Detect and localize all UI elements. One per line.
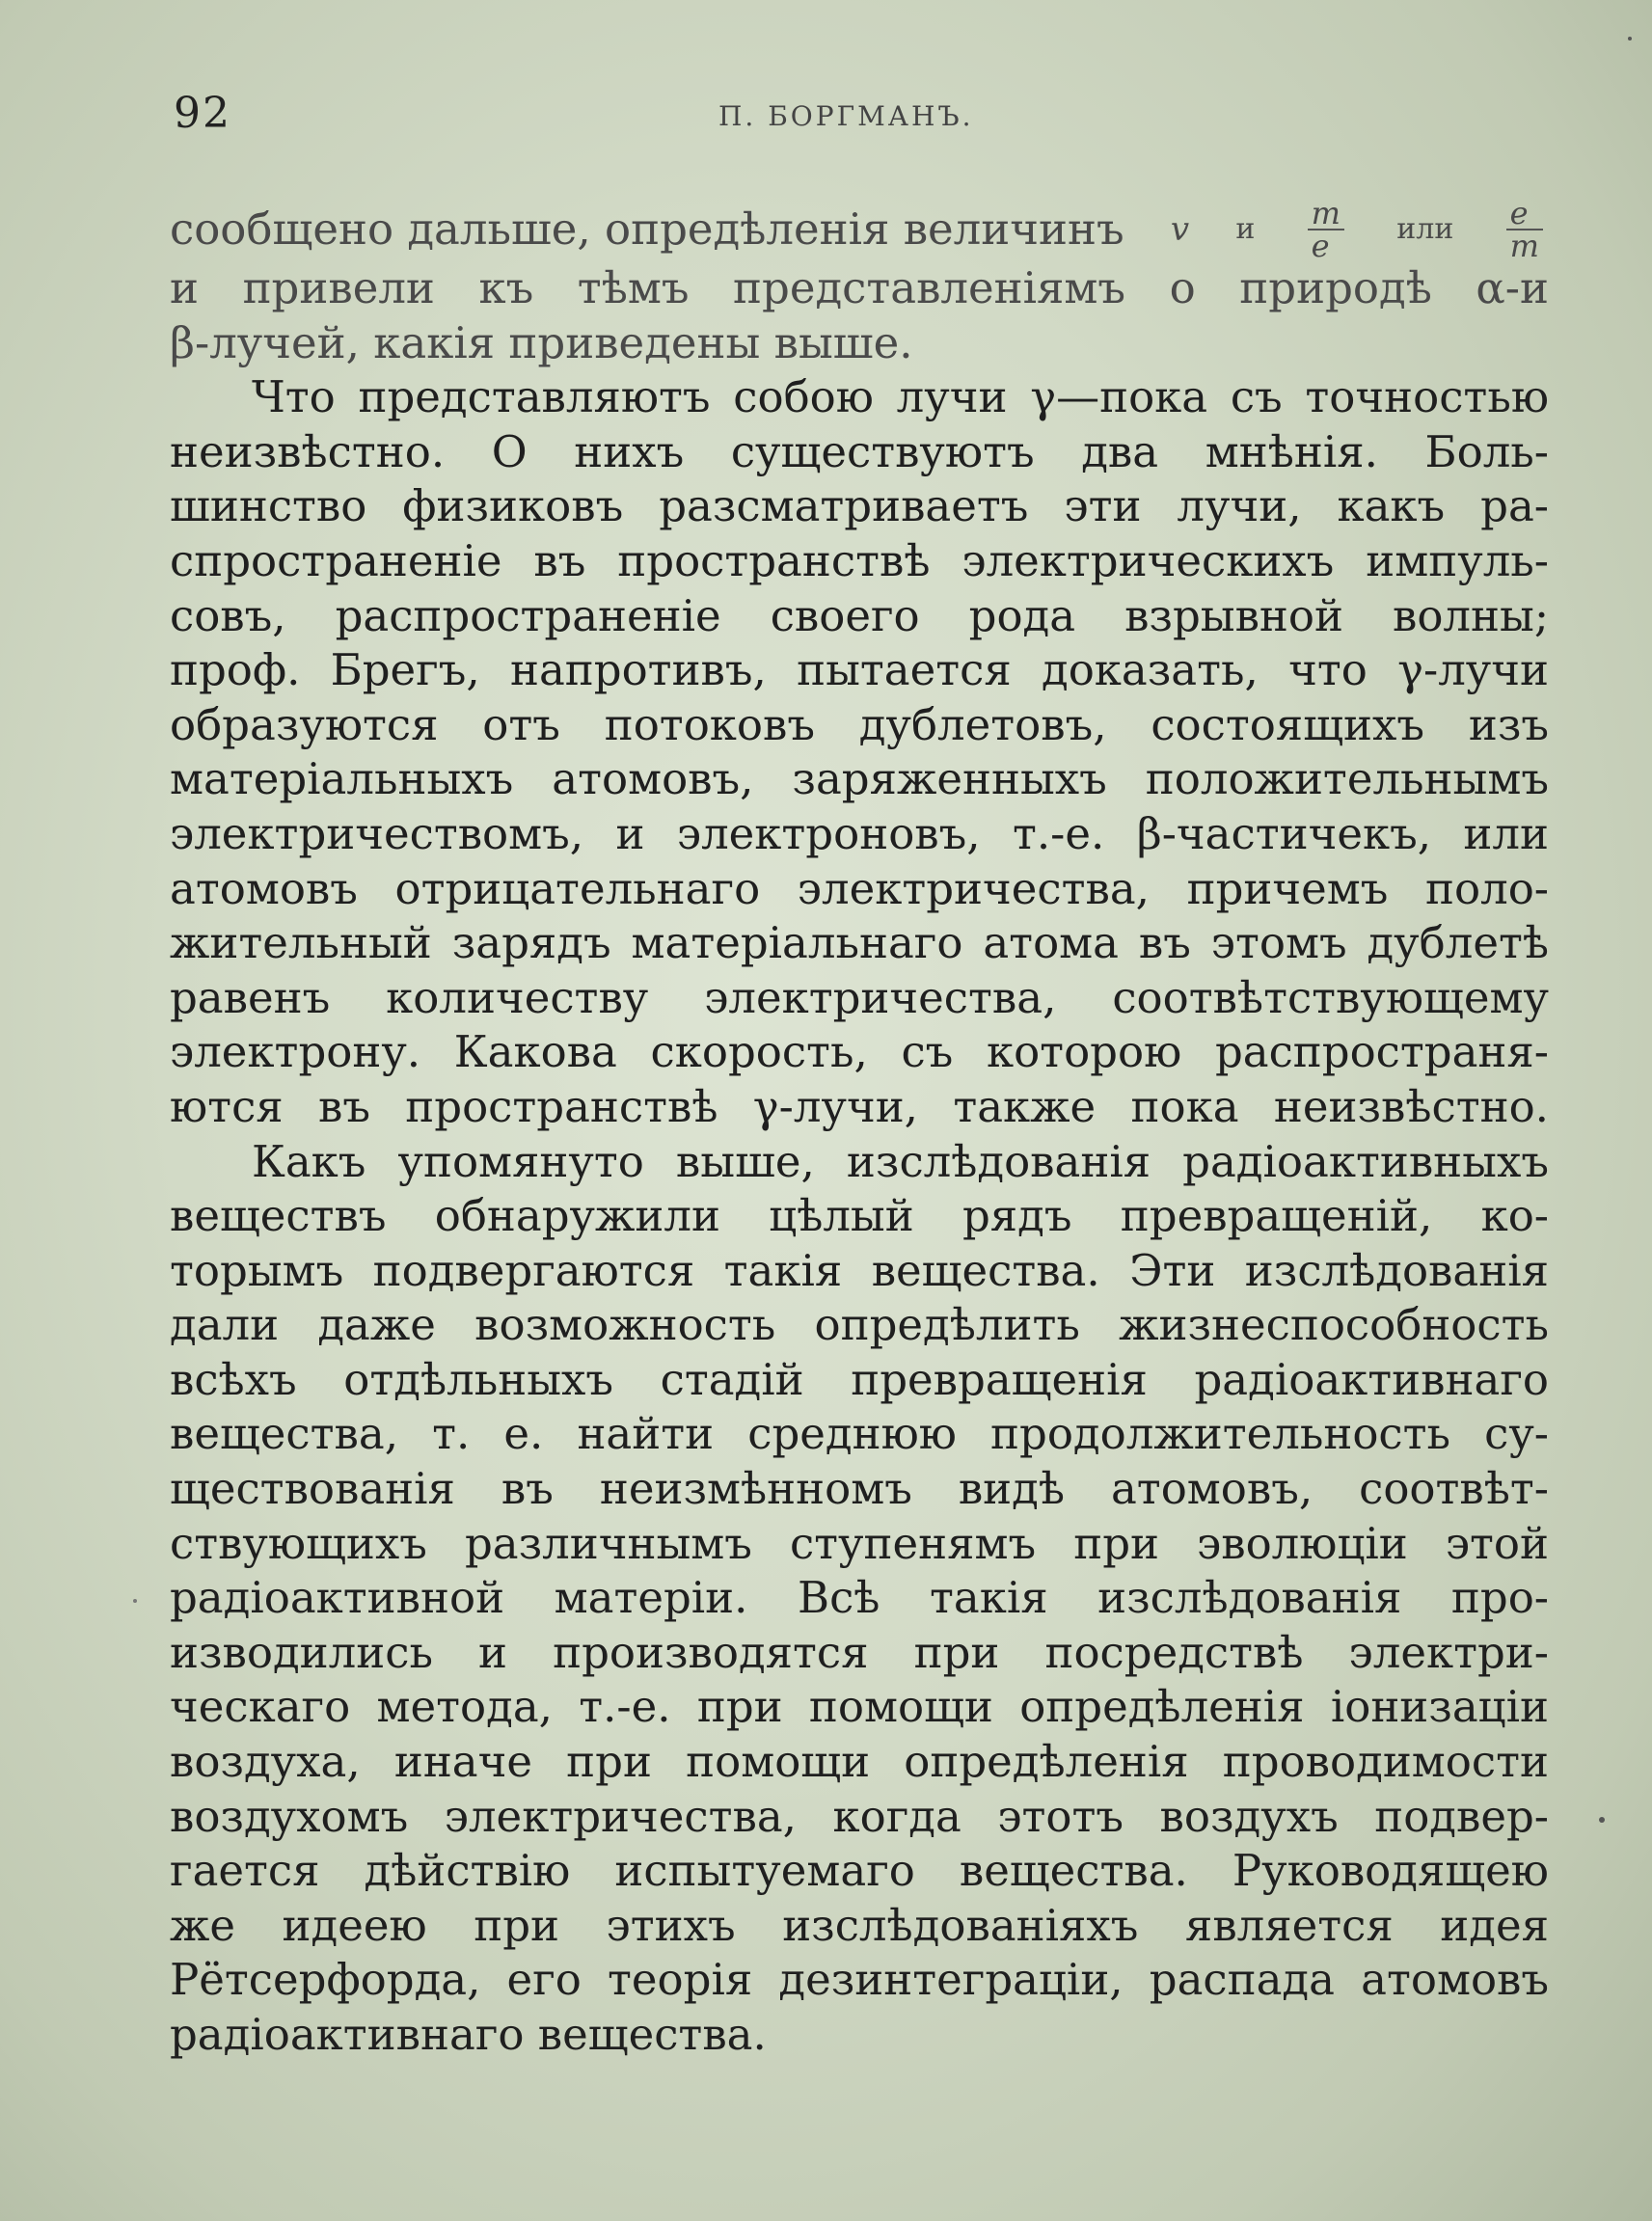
paragraph-3 [170,1135,1549,2063]
text-line: матеріальныхъ атомовъ, заряженныхъ положительнымъ [170,753,1549,805]
text-line: радіоактивнаго вещества. [170,2009,767,2060]
page-number: 92 [174,89,231,138]
text-line: торымъ подвергаются такія вещества. Эти изслѣдованія [170,1244,1549,1296]
text-line [170,198,1549,261]
word-and: и [1235,211,1256,246]
text-line: β-лучей, какія приведены выше. [170,316,913,368]
paper-speck [1628,37,1632,41]
text-line: радіоактивной матеріи. Всѣ такія изслѣдованія про- [170,1572,1549,1624]
text-line: Рётсерфорда, его теорія дезинтеграціи, распада атомовъ [170,1954,1549,2006]
paragraph-2 [170,370,1549,1134]
paper-speck [1599,1817,1605,1823]
text-line: веществъ обнаружили цѣлый рядъ превращеній, ко- [170,1190,1549,1242]
word-or: или [1396,211,1454,246]
text-line: всѣхъ отдѣльныхъ стадій превращенія радіоактивнаго [170,1353,1549,1405]
fraction-numerator: m [1308,198,1344,230]
text-line: ществованія въ неизмѣнномъ видѣ атомовъ, соотвѣт- [170,1463,1549,1515]
text-line: ческаго метода, т.-е. при помощи опредѣленія іонизаціи [170,1681,1549,1733]
text-line: гается дѣйствію испытуемаго вещества. Руководящею [170,1845,1549,1897]
fraction-e-over-m [1506,198,1543,261]
fraction-denominator: e [1311,228,1330,261]
text-line: Какъ упомянуто выше, изслѣдованія радіоактивныхъ [252,1135,1549,1187]
text-line: же идеею при этихъ изслѣдованіяхъ является идея [170,1899,1549,1951]
running-head: П. БОРГМАНЪ. [718,100,974,132]
text-line: неизвѣстно. О нихъ существуютъ два мнѣнія. Боль- [170,425,1549,477]
text-line: совъ, распространеніе своего рода взрывной волны; [170,589,1549,641]
page-header [174,89,1543,147]
text-line: дали даже возможность опредѣлить жизнеспособность [170,1299,1549,1351]
text-line: атомовъ отрицательнаго электричества, причемъ поло- [170,862,1549,914]
text-line: ются въ пространствѣ γ-лучи, также пока неизвѣстно. [170,1080,1549,1132]
text-line: изводились и производятся при посредствѣ электри- [170,1626,1549,1678]
text-line: шинство физиковъ разсматриваетъ эти лучи, какъ ра- [170,480,1549,532]
text-line: воздухомъ электричества, когда этотъ воздухъ подвер- [170,1790,1549,1842]
text-line: спространеніе въ пространствѣ электрическихъ импуль- [170,534,1549,586]
text-line: вещества, т. е. найти среднюю продолжительность су- [170,1408,1549,1460]
variable-v: v [1170,209,1190,249]
text-line: равенъ количеству электричества, соотвѣтствующему [170,971,1549,1023]
text-line: образуются отъ потоковъ дублетовъ, состоящихъ изъ [170,698,1549,750]
fraction-numerator: e [1506,198,1543,230]
paper-speck [133,1599,137,1603]
text-line: электричествомъ, и электроновъ, т.-е. β-частичекъ, или [170,807,1549,859]
body-text [170,198,1549,2063]
text-line: электрону. Какова скорость, съ которою распространя- [170,1026,1549,1078]
text-line: Что представляютъ собою лучи γ—пока съ точностью [252,371,1549,423]
text-line: ствующихъ различнымъ ступенямъ при эволюціи этой [170,1517,1549,1569]
fraction-denominator: m [1509,228,1539,261]
fraction-m-over-e [1308,198,1344,261]
text-line: воздуха, иначе при помощи опредѣленія проводимости [170,1736,1549,1788]
text-line: проф. Брегъ, напротивъ, пытается доказать, что γ-лучи [170,644,1549,696]
text-line: и привели къ тѣмъ представленіямъ о природѣ α-и [170,262,1549,313]
text-line: жительный зарядъ матеріальнаго атома въ этомъ дублетѣ [170,917,1549,969]
paragraph-1 [170,198,1549,370]
text-fragment: сообщено дальше, опредѣленія величинъ [170,203,1124,255]
